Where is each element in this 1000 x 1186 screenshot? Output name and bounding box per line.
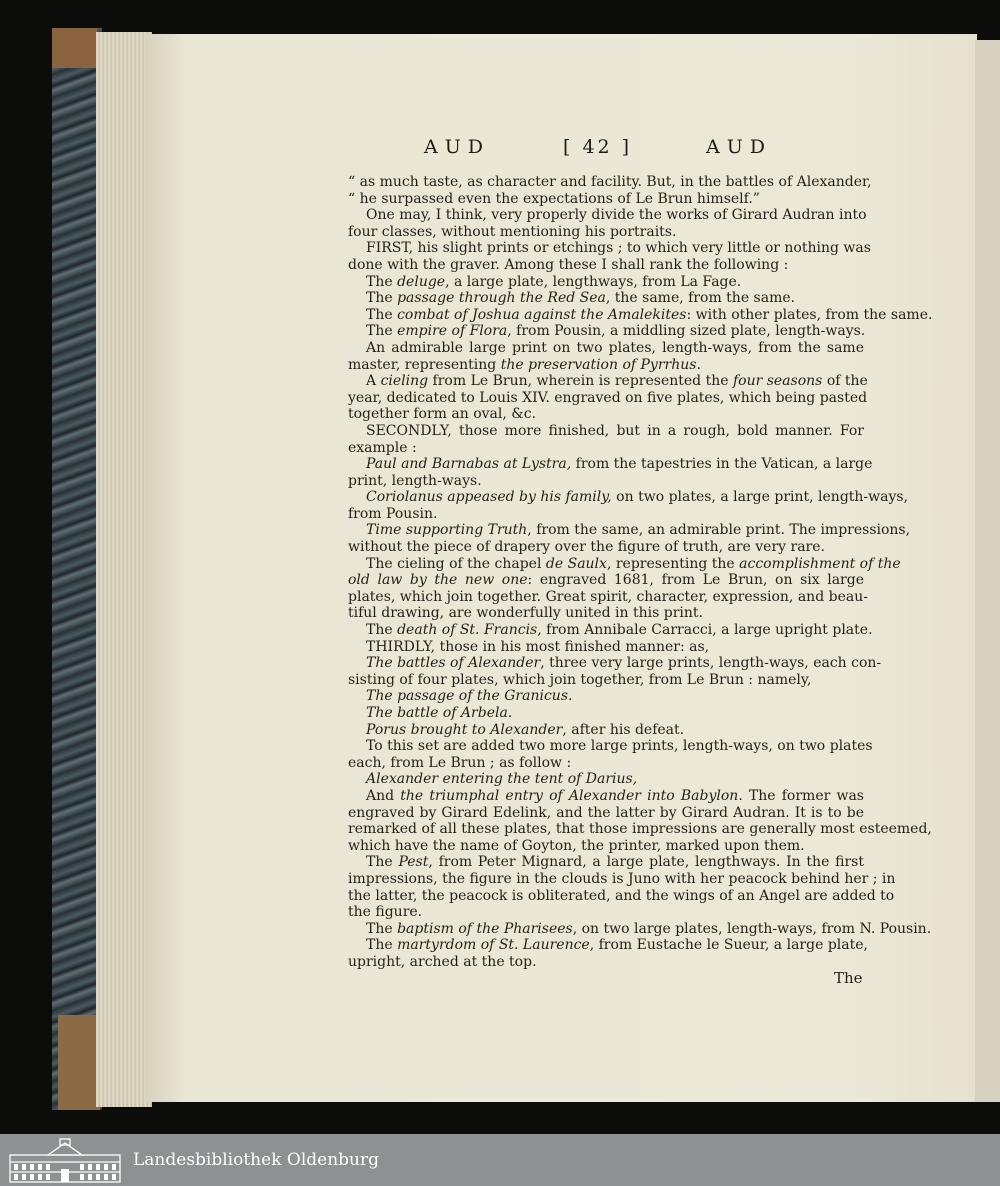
text-line — [348, 406, 864, 423]
text-line — [348, 639, 864, 656]
text-line — [348, 489, 909, 506]
text-run: An admirable large print on two plates, length-ways, from the same — [366, 339, 864, 356]
text-run: The — [366, 937, 398, 954]
text-line — [348, 240, 871, 257]
italic-text-run: the triumphal entry of Alexander into Babylon — [400, 787, 739, 804]
text-line — [348, 805, 864, 822]
text-line — [348, 771, 864, 788]
page-number: [ 42 ] — [563, 136, 633, 158]
running-head-left: AUD — [424, 136, 490, 158]
italic-text-run: passage through the Red Sea — [397, 290, 606, 307]
text-line — [348, 522, 911, 539]
text-run: on two plates, a large print, length-ways, — [611, 489, 909, 506]
text-run: , from Eustache le Sueur, a large plate, — [589, 937, 868, 954]
italic-text-run: old law by the new one — [348, 572, 528, 589]
text-line — [348, 870, 896, 888]
text-line — [348, 722, 864, 739]
leather-binding-bottom — [58, 1015, 100, 1110]
text-line — [348, 705, 864, 722]
text-line — [348, 854, 864, 871]
text-line — [348, 174, 872, 191]
text-run: : with other plates, from the same. — [686, 306, 933, 323]
text-run: , from Pousin, a middling sized plate, length-ways. — [507, 323, 866, 340]
text-run: without the piece of drapery over the figure of truth, are very rare. — [348, 539, 825, 556]
italic-text-run: cieling — [380, 373, 429, 390]
text-line — [348, 357, 864, 374]
text-line — [348, 605, 864, 622]
text-line — [348, 937, 868, 954]
text-run: , from Annibale Carracci, a large upright plate. — [537, 622, 873, 639]
text-run: FIRST, his slight prints or etchings ; to which very little or nothing was — [366, 240, 871, 257]
italic-text-run: accomplishment of the — [739, 555, 901, 572]
text-line — [348, 887, 895, 905]
text-line — [348, 423, 864, 440]
text-line — [348, 207, 867, 224]
text-run: , from Peter Mignard, a large plate, lengthways. In the first — [428, 854, 864, 871]
text-run: “ he surpassed even the expectations of Le Brun himself.” — [348, 190, 760, 207]
text-run: year, dedicated to Louis XIV. engraved on five plates, which being pasted — [348, 389, 868, 406]
text-line — [348, 954, 864, 971]
text-run: together form an oval, &c. — [348, 406, 537, 423]
text-line — [348, 622, 873, 639]
text-line — [348, 655, 882, 672]
text-line — [348, 290, 864, 307]
text-run: , representing the — [606, 555, 740, 572]
italic-text-run: deluge — [397, 273, 446, 290]
text-run: THIRDLY, those in his most finished manner: as, — [366, 638, 710, 655]
text-run: tiful drawing, are wonderfully united in this print. — [348, 605, 703, 622]
text-run: , after his defeat. — [562, 721, 685, 738]
text-run: master, representing — [348, 356, 501, 373]
text-run: from the tapestries in the Vatican, a large — [571, 456, 873, 473]
text-run: The cieling of the chapel — [366, 555, 546, 572]
text-line — [348, 539, 864, 556]
text-run: The — [366, 323, 398, 340]
running-head-right: AUD — [706, 136, 772, 158]
leather-binding-top — [52, 28, 97, 68]
text-run: The — [366, 854, 399, 871]
text-run: the latter, the peacock is obliterated, and the wings of an Angel are added to — [348, 887, 895, 904]
text-run: “ as much taste, as character and facility. But, in the battles of Alexander, — [348, 174, 872, 190]
text-line — [348, 506, 864, 523]
italic-text-run: the preservation of Pyrrhus — [500, 356, 697, 373]
text-run: And — [366, 787, 401, 804]
catchword: The — [834, 969, 863, 987]
italic-text-run: death of St. Francis — [397, 622, 538, 639]
italic-text-run: Paul and Barnabas at Lystra, — [366, 456, 572, 473]
text-line — [348, 191, 864, 208]
text-run: from Le Brun, wherein is represented the — [428, 373, 733, 390]
text-line — [348, 688, 864, 705]
library-building-icon — [8, 1137, 122, 1184]
text-line — [348, 920, 932, 938]
text-line — [348, 838, 864, 855]
text-run: One may, I think, very properly divide the works of Girard Audran into — [366, 207, 867, 224]
text-run: . — [696, 356, 701, 373]
text-line — [348, 755, 864, 772]
italic-text-run: The battles of Alexander — [366, 655, 541, 672]
text-run: The — [366, 273, 398, 290]
italic-text-run: martyrdom of St. Laurence — [397, 937, 590, 954]
library-name: Landesbibliothek Oldenburg — [133, 1150, 380, 1170]
text-line — [348, 821, 932, 838]
text-run: which have the name of Goyton, the printer, marked upon them. — [348, 837, 805, 854]
italic-text-run: four seasons — [732, 373, 823, 390]
text-run: The — [366, 920, 398, 937]
italic-text-run: Coriolanus appeased by his family, — [366, 489, 612, 506]
text-line — [348, 373, 868, 390]
italic-text-run: Pest — [398, 854, 429, 871]
italic-text-run: The passage of the Granicus. — [366, 688, 573, 705]
text-line — [348, 323, 864, 340]
page-stack-edges — [96, 32, 152, 1107]
text-run: engraved by Girard Edelink, and the latter by Girard Audran. It is to be — [348, 804, 864, 821]
italic-text-run: Porus brought to Alexander — [366, 721, 563, 738]
text-run: SECONDLY, those more finished, but in a rough, bold manner. For — [366, 422, 864, 439]
text-run: The — [366, 622, 398, 639]
text-line — [348, 257, 864, 274]
text-run: A — [366, 373, 381, 390]
text-run: , on two large plates, length-ways, from N. Pousin. — [572, 920, 932, 937]
text-run: The — [366, 306, 398, 323]
body-text — [348, 174, 933, 971]
page-right-edge — [975, 40, 1000, 1102]
text-line — [348, 588, 868, 606]
italic-text-run: empire of Flora — [397, 323, 508, 340]
text-run: four classes, without mentioning his portraits. — [348, 223, 677, 240]
text-line — [348, 788, 864, 805]
italic-text-run: Alexander entering the tent of Darius, — [366, 771, 638, 788]
text-run: example : — [348, 439, 417, 456]
italic-text-run: de Saulx — [545, 555, 607, 572]
text-line — [348, 440, 864, 457]
text-run: upright, arched at the top. — [348, 953, 537, 970]
text-line — [348, 672, 864, 689]
text-run: the figure. — [348, 904, 423, 921]
text-line — [348, 456, 873, 473]
text-run: To this set are added two more large prints, length-ways, on two plates — [366, 738, 873, 755]
text-run: . The former was — [738, 787, 864, 804]
italic-text-run: baptism of the Pharisees — [397, 920, 573, 937]
text-run: , three very large prints, length-ways, each con- — [540, 655, 882, 672]
text-run: sisting of four plates, which join together, from Le Brun : namely, — [348, 671, 812, 688]
text-line — [348, 224, 864, 241]
marbled-cover-edge — [52, 28, 102, 1110]
italic-text-run: Time supporting Truth — [366, 522, 528, 539]
text-line — [348, 274, 864, 291]
italic-text-run: combat of Joshua against the Amalekites — [397, 306, 687, 323]
text-run: from Pousin. — [348, 505, 438, 522]
text-run: : engraved 1681, from Le Brun, on six large — [527, 572, 864, 589]
text-line — [348, 306, 933, 324]
text-run: each, from Le Brun ; as follow : — [348, 754, 572, 771]
text-line — [348, 389, 868, 407]
text-run: done with the graver. Among these I shall rank the following : — [348, 256, 789, 273]
text-run: , the same, from the same. — [605, 290, 796, 307]
text-run: impressions, the figure in the clouds is Juno with her peacock behind her ; in — [348, 870, 896, 887]
italic-text-run: The battle of Arbela. — [366, 705, 513, 721]
text-line — [348, 555, 901, 573]
text-run: print, length-ways. — [348, 472, 482, 489]
text-run: of the — [822, 373, 868, 390]
text-run: plates, which join together. Great spirit, character, expression, and beau- — [348, 588, 868, 605]
text-line — [348, 572, 864, 589]
text-line — [348, 340, 864, 357]
text-run: The — [366, 290, 398, 307]
text-run: , from the same, an admirable print. The impressions, — [527, 522, 911, 539]
text-run: , a large plate, lengthways, from La Fage. — [445, 273, 742, 290]
text-line — [348, 904, 864, 921]
text-line — [348, 738, 873, 755]
text-line — [348, 473, 864, 490]
text-run: remarked of all these plates, that those impressions are generally most esteemed, — [348, 821, 932, 838]
